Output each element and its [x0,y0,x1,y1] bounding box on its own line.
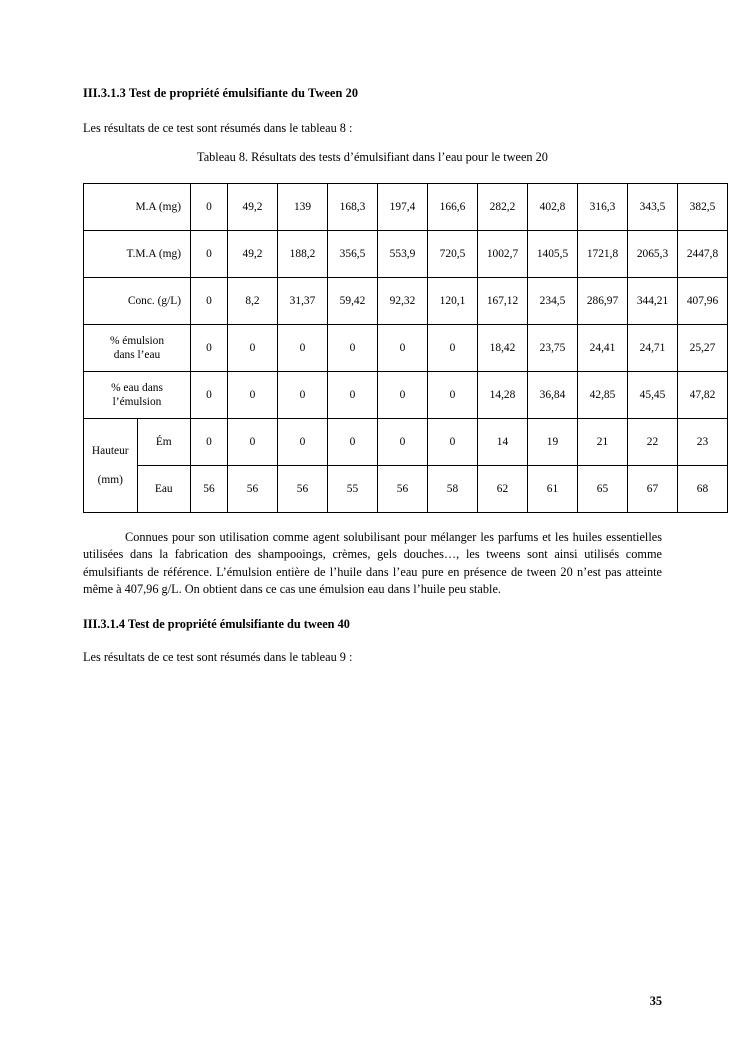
cell: 0 [378,372,428,419]
cell: 56 [191,466,228,513]
cell: 168,3 [328,184,378,231]
cell: 56 [378,466,428,513]
cell: 282,2 [478,184,528,231]
cell: 56 [228,466,278,513]
cell: 49,2 [228,231,278,278]
cell: 0 [428,325,478,372]
cell: 1002,7 [478,231,528,278]
cell: 22 [628,419,678,466]
cell: 120,1 [428,278,478,325]
cell: 0 [191,231,228,278]
cell: 68 [678,466,728,513]
cell: 24,41 [578,325,628,372]
cell: 234,5 [528,278,578,325]
cell: 25,27 [678,325,728,372]
cell: 407,96 [678,278,728,325]
emulsifier-results-table [83,183,728,513]
cell: 24,71 [628,325,678,372]
cell: 0 [328,372,378,419]
cell: 58 [428,466,478,513]
cell: 0 [191,184,228,231]
row-label-line-2: l’émulsion [112,396,162,408]
cell: 0 [278,372,328,419]
cell: 0 [191,419,228,466]
table-row [84,372,728,419]
cell: 0 [378,419,428,466]
cell: 356,5 [328,231,378,278]
cell: 18,42 [478,325,528,372]
body-paragraph-text: Connues pour son utilisation comme agent solubilisant pour mélanger les parfums et les huiles essentielles utilisées dans la fabrication des shampooings, crèmes, gels douches…, les tweens sont ainsi utilisés comme émulsifiants de référence. L’émulsion entière de l’huile dans l’eau pure en présence de tween 20 n’est pas atteinte même à 407,96 g/L. On obtient dans ce cas une émulsion eau dans l’huile peu stable. [83,530,662,597]
cell: 0 [378,325,428,372]
cell: 1405,5 [528,231,578,278]
cell: 2447,8 [678,231,728,278]
intro-paragraph-2: Les résultats de ce test sont résumés dans le tableau 9 : [83,649,353,664]
cell: 402,8 [528,184,578,231]
cell: 14,28 [478,372,528,419]
cell: 23,75 [528,325,578,372]
cell: 47,82 [678,372,728,419]
cell: 382,5 [678,184,728,231]
cell: 21 [578,419,628,466]
cell: 0 [328,419,378,466]
cell: 0 [228,325,278,372]
cell: 0 [328,325,378,372]
table-row [84,278,728,325]
cell: 286,97 [578,278,628,325]
cell: 2065,3 [628,231,678,278]
cell: 0 [228,372,278,419]
table-row [84,231,728,278]
cell: 36,84 [528,372,578,419]
row-sublabel-eau: Eau [137,466,191,513]
table-row [84,325,728,372]
cell: 67 [628,466,678,513]
row-label-pct-eau [84,372,191,419]
cell: 553,9 [378,231,428,278]
row-label-line-1: % émulsion [109,334,165,347]
cell: 0 [191,372,228,419]
row-label-ma: M.A (mg) [84,184,191,231]
cell: 0 [191,325,228,372]
cell: 0 [228,419,278,466]
cell: 720,5 [428,231,478,278]
row-label-hauteur [84,419,138,513]
cell: 0 [278,325,328,372]
cell: 344,21 [628,278,678,325]
row-sublabel-em: Ém [137,419,191,466]
cell: 14 [478,419,528,466]
cell: 92,32 [378,278,428,325]
cell: 19 [528,419,578,466]
intro-paragraph-1: Les résultats de ce test sont résumés dans le tableau 8 : [83,121,353,135]
cell: 0 [428,419,478,466]
cell: 31,37 [278,278,328,325]
cell: 188,2 [278,231,328,278]
row-label-conc: Conc. (g/L) [84,278,191,325]
row-label-line-1: % eau dans [111,381,163,394]
cell: 59,42 [328,278,378,325]
section-heading-1: III.3.1.3 Test de propriété émulsifiante du Tween 20 [83,86,359,100]
section-heading-2: III.3.1.4 Test de propriété émulsifiante du tween 40 [83,616,350,631]
cell: 1721,8 [578,231,628,278]
cell: 0 [428,372,478,419]
row-label-pct-emulsion [84,325,191,372]
row-label-tma: T.M.A (mg) [84,231,191,278]
table-row [84,419,728,466]
row-label-line-1: Hauteur [91,445,129,458]
cell: 45,45 [628,372,678,419]
cell: 0 [278,419,328,466]
cell: 61 [528,466,578,513]
row-label-line-2: dans l’eau [113,349,161,361]
cell: 139 [278,184,328,231]
table-row [84,466,728,513]
cell: 8,2 [228,278,278,325]
cell: 0 [191,278,228,325]
body-paragraph [83,529,662,599]
cell: 197,4 [378,184,428,231]
cell: 316,3 [578,184,628,231]
cell: 343,5 [628,184,678,231]
cell: 56 [278,466,328,513]
cell: 166,6 [428,184,478,231]
table-caption: Tableau 8. Résultats des tests d’émulsifiant dans l’eau pour le tween 20 [197,150,548,164]
cell: 55 [328,466,378,513]
cell: 65 [578,466,628,513]
cell: 49,2 [228,184,278,231]
cell: 23 [678,419,728,466]
cell: 42,85 [578,372,628,419]
table-row [84,184,728,231]
cell: 62 [478,466,528,513]
row-label-line-2: (mm) [97,473,123,486]
cell: 167,12 [478,278,528,325]
page-number: 35 [649,994,662,1008]
